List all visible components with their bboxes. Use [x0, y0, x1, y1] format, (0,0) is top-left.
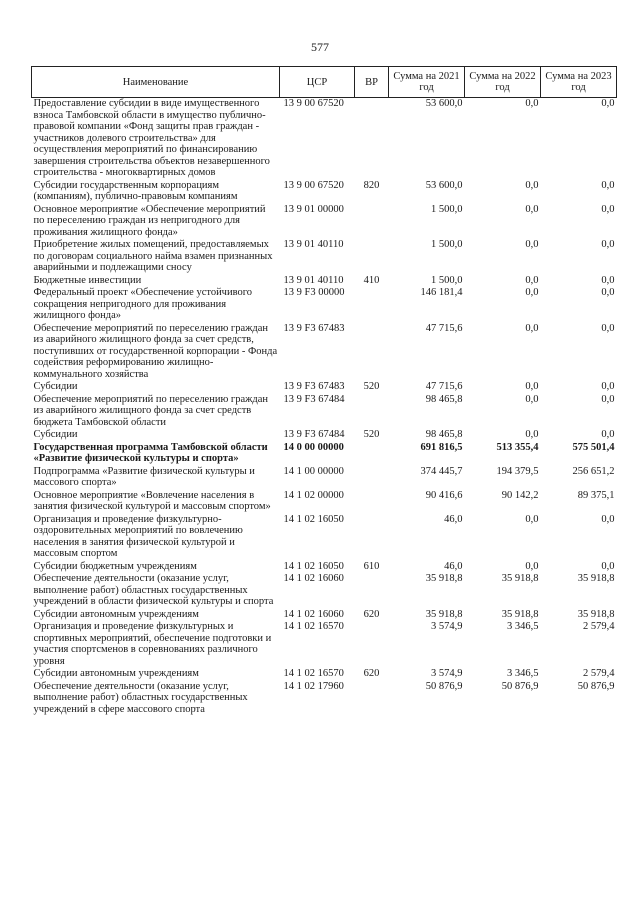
table-row — [32, 561, 617, 574]
table-row — [32, 275, 617, 288]
row-sum-2023: 575 501,4 — [572, 441, 615, 453]
row-sum-2021: 1 500,0 — [431, 274, 463, 286]
budget-table — [31, 66, 617, 716]
row-csr: 13 9 F3 67484 — [283, 429, 345, 440]
row-vr: 520 — [363, 429, 380, 440]
row-name: Обеспечение деятельности (оказание услуг, выполнение работ) областных государственных учреждений в области физической культуры и спорта — [33, 573, 274, 607]
row-sum-2021: 3 574,9 — [431, 621, 463, 632]
row-sum-2023: 0,0 — [601, 203, 615, 215]
row-vr — [355, 394, 389, 430]
row-sum-2023: 0,0 — [601, 393, 615, 405]
row-name: Субсидии автономным учреждениям — [33, 668, 199, 679]
row-name: Основное мероприятие «Вовлечение населения в занятия физической культурой и массовым спортом» — [33, 489, 271, 512]
row-sum-2022: 90 142,2 — [501, 489, 539, 501]
row-csr: 13 9 00 67520 — [283, 179, 344, 191]
header-sum-2023: Сумма на 2023 год — [541, 67, 617, 98]
row-csr: 13 9 01 00000 — [283, 203, 344, 215]
row-sum-2021: 374 445,7 — [420, 465, 463, 477]
row-csr: 13 9 01 40110 — [283, 274, 344, 286]
row-csr: 14 1 02 16060 — [283, 608, 344, 620]
row-sum-2021: 1 500,0 — [431, 203, 463, 215]
header-vr: ВР — [355, 67, 389, 98]
table-row — [32, 381, 617, 394]
row-sum-2022: 0,0 — [525, 429, 539, 440]
header-sum-2021: Сумма на 2021 год — [389, 67, 465, 98]
row-vr: 410 — [363, 274, 380, 286]
row-vr: 520 — [363, 381, 380, 392]
row-sum-2023: 256 651,2 — [572, 465, 615, 477]
table-row — [32, 98, 617, 180]
row-sum-2022: 0,0 — [525, 560, 539, 572]
row-sum-2021: 53 600,0 — [425, 179, 463, 191]
row-name: Обеспечение деятельности (оказание услуг, выполнение работ) областных государственных учреждений в сфере массового спорта — [33, 680, 248, 715]
table-row — [32, 239, 617, 275]
table-row — [32, 609, 617, 622]
row-name: Субсидии — [33, 381, 78, 392]
table-row — [32, 394, 617, 430]
table-row — [32, 621, 617, 668]
header-sum-2022: Сумма на 2022 год — [465, 67, 541, 98]
row-sum-2023: 0,0 — [601, 274, 615, 286]
row-vr — [355, 442, 389, 466]
row-vr — [355, 323, 389, 382]
row-sum-2022: 0,0 — [525, 322, 539, 334]
row-csr: 14 1 02 17960 — [283, 680, 344, 692]
table-row — [32, 514, 617, 561]
row-name: Организация и проведение физкультурно-оздоровительных мероприятий по вовлечению населения в занятия физической культурой и массовым спортом — [33, 513, 243, 559]
table-row — [32, 180, 617, 204]
row-sum-2021: 35 918,8 — [425, 573, 463, 584]
row-name: Субсидии государственным корпорациям (компаниям), публично-правовым компаниям — [33, 179, 238, 202]
row-name: Государственная программа Тамбовской области «Развитие физической культуры и спорта» — [33, 441, 268, 464]
row-name: Подпрограмма «Развитие физической культуры и массового спорта» — [33, 465, 255, 488]
row-vr: 610 — [363, 560, 380, 572]
row-sum-2021: 98 465,8 — [425, 393, 463, 405]
row-sum-2023: 35 918,8 — [577, 573, 615, 584]
row-sum-2022: 0,0 — [525, 287, 539, 298]
row-sum-2022: 0,0 — [525, 203, 539, 215]
row-sum-2022: 35 918,8 — [501, 573, 539, 584]
row-vr — [355, 681, 389, 717]
row-sum-2023: 0,0 — [601, 322, 615, 334]
row-sum-2023: 0,0 — [601, 239, 615, 250]
row-sum-2021: 90 416,6 — [425, 489, 463, 501]
row-sum-2021: 98 465,8 — [425, 429, 463, 440]
row-vr: 620 — [363, 668, 380, 679]
row-vr — [355, 573, 389, 609]
row-sum-2022: 0,0 — [525, 513, 539, 525]
row-sum-2022: 194 379,5 — [496, 465, 539, 477]
row-vr: 820 — [363, 179, 380, 191]
row-sum-2023: 50 876,9 — [577, 680, 615, 692]
row-sum-2023: 0,0 — [601, 429, 615, 440]
row-csr: 13 9 01 40110 — [283, 239, 344, 250]
row-sum-2021: 50 876,9 — [425, 680, 463, 692]
row-sum-2023: 35 918,8 — [577, 608, 615, 620]
row-csr: 14 1 02 16050 — [283, 560, 344, 572]
table-row — [32, 573, 617, 609]
row-sum-2022: 3 346,5 — [507, 668, 539, 679]
row-sum-2022: 3 346,5 — [507, 621, 539, 632]
row-sum-2021: 46,0 — [444, 560, 463, 572]
row-vr — [355, 466, 389, 490]
table-row — [32, 323, 617, 382]
table-row — [32, 681, 617, 717]
row-vr — [355, 287, 389, 323]
row-csr: 13 9 F3 67483 — [283, 381, 345, 392]
header-name: Наименование — [32, 67, 280, 98]
table-row — [32, 442, 617, 466]
row-csr: 14 1 02 16060 — [283, 573, 344, 584]
row-sum-2023: 0,0 — [601, 381, 615, 392]
row-sum-2022: 0,0 — [525, 179, 539, 191]
row-name: Обеспечение мероприятий по переселению граждан из аварийного жилищного фонда за счет средств, поступивших от государственной корпорации - Фонда содействия реформированию жилищно-коммунального хозяйства — [33, 322, 278, 380]
row-csr: 14 1 00 00000 — [283, 465, 344, 477]
row-name: Бюджетные инвестиции — [33, 274, 142, 286]
row-name: Обеспечение мероприятий по переселению граждан из аварийного жилищного фонда за счет средств бюджета Тамбовской области — [33, 393, 269, 428]
row-sum-2021: 1 500,0 — [431, 239, 463, 250]
row-csr: 14 1 02 00000 — [283, 489, 344, 501]
page-number: 577 — [311, 40, 329, 54]
row-sum-2021: 35 918,8 — [425, 608, 463, 620]
row-vr — [355, 204, 389, 240]
row-sum-2023: 2 579,4 — [583, 668, 615, 679]
row-sum-2021: 53 600,0 — [425, 98, 463, 109]
row-vr — [355, 490, 389, 514]
row-sum-2022: 0,0 — [525, 381, 539, 392]
row-sum-2021: 691 816,5 — [420, 441, 463, 453]
row-csr: 14 1 02 16050 — [283, 513, 344, 525]
row-sum-2023: 89 375,1 — [577, 489, 615, 501]
row-name: Основное мероприятие «Обеспечение мероприятий по переселению граждан из непригодного для проживания жилищного фонда» — [33, 203, 266, 238]
row-sum-2021: 46,0 — [444, 513, 463, 525]
row-name: Субсидии — [33, 429, 78, 440]
row-csr: 13 9 F3 67484 — [283, 393, 345, 405]
row-name: Федеральный проект «Обеспечение устойчивого сокращения непригодного для проживания жилищного фонда» — [33, 287, 253, 321]
row-sum-2023: 0,0 — [601, 513, 615, 525]
row-sum-2023: 0,0 — [601, 179, 615, 191]
row-name: Организация и проведение физкультурных и спортивных мероприятий, обеспечение подготовки и участия спортсменов в соревнованиях различного уровня — [33, 621, 272, 667]
row-name: Субсидии автономным учреждениям — [33, 608, 199, 620]
row-csr: 14 1 02 16570 — [283, 668, 344, 679]
row-sum-2022: 0,0 — [525, 239, 539, 250]
row-sum-2021: 3 574,9 — [431, 668, 463, 679]
table-row — [32, 204, 617, 240]
row-sum-2022: 513 355,4 — [496, 441, 539, 453]
row-sum-2023: 0,0 — [601, 560, 615, 572]
row-sum-2022: 0,0 — [525, 393, 539, 405]
table-row — [32, 668, 617, 681]
row-csr: 13 9 F3 00000 — [283, 287, 345, 298]
row-name: Предоставление субсидии в виде имущественного взноса Тамбовской области в имущество публично-правовой компании «Фонд защиты прав граждан - участников долевого строительства» для осуществления мероприятий по финансированию завершения строительства объектов незавершенного строительства - многоквартирных домов — [33, 98, 270, 178]
table-row — [32, 490, 617, 514]
row-name: Субсидии бюджетным учреждениям — [33, 560, 197, 572]
row-sum-2022: 0,0 — [525, 274, 539, 286]
row-sum-2021: 146 181,4 — [420, 287, 463, 298]
row-sum-2022: 50 876,9 — [501, 680, 539, 692]
row-sum-2023: 0,0 — [601, 287, 615, 298]
row-vr — [355, 621, 389, 668]
row-csr: 14 0 00 00000 — [283, 441, 344, 453]
row-sum-2021: 47 715,6 — [425, 381, 463, 392]
row-vr — [355, 239, 389, 275]
row-csr: 13 9 00 67520 — [283, 98, 344, 109]
row-sum-2022: 0,0 — [525, 98, 539, 109]
row-csr: 14 1 02 16570 — [283, 621, 344, 632]
row-csr: 13 9 F3 67483 — [283, 322, 345, 334]
table-header-row — [32, 67, 617, 98]
header-csr: ЦСР — [280, 67, 355, 98]
row-vr: 620 — [363, 608, 380, 620]
row-sum-2022: 35 918,8 — [501, 608, 539, 620]
row-sum-2023: 2 579,4 — [583, 621, 615, 632]
table-row — [32, 466, 617, 490]
row-vr — [355, 514, 389, 561]
row-sum-2021: 47 715,6 — [425, 322, 463, 334]
table-row — [32, 429, 617, 442]
table-row — [32, 287, 617, 323]
row-vr — [355, 98, 389, 180]
table-body — [32, 98, 617, 717]
row-sum-2023: 0,0 — [601, 98, 615, 109]
row-name: Приобретение жилых помещений, предоставляемых по договорам социального найма взамен признанных аварийными и подлежащими сносу — [33, 239, 273, 273]
